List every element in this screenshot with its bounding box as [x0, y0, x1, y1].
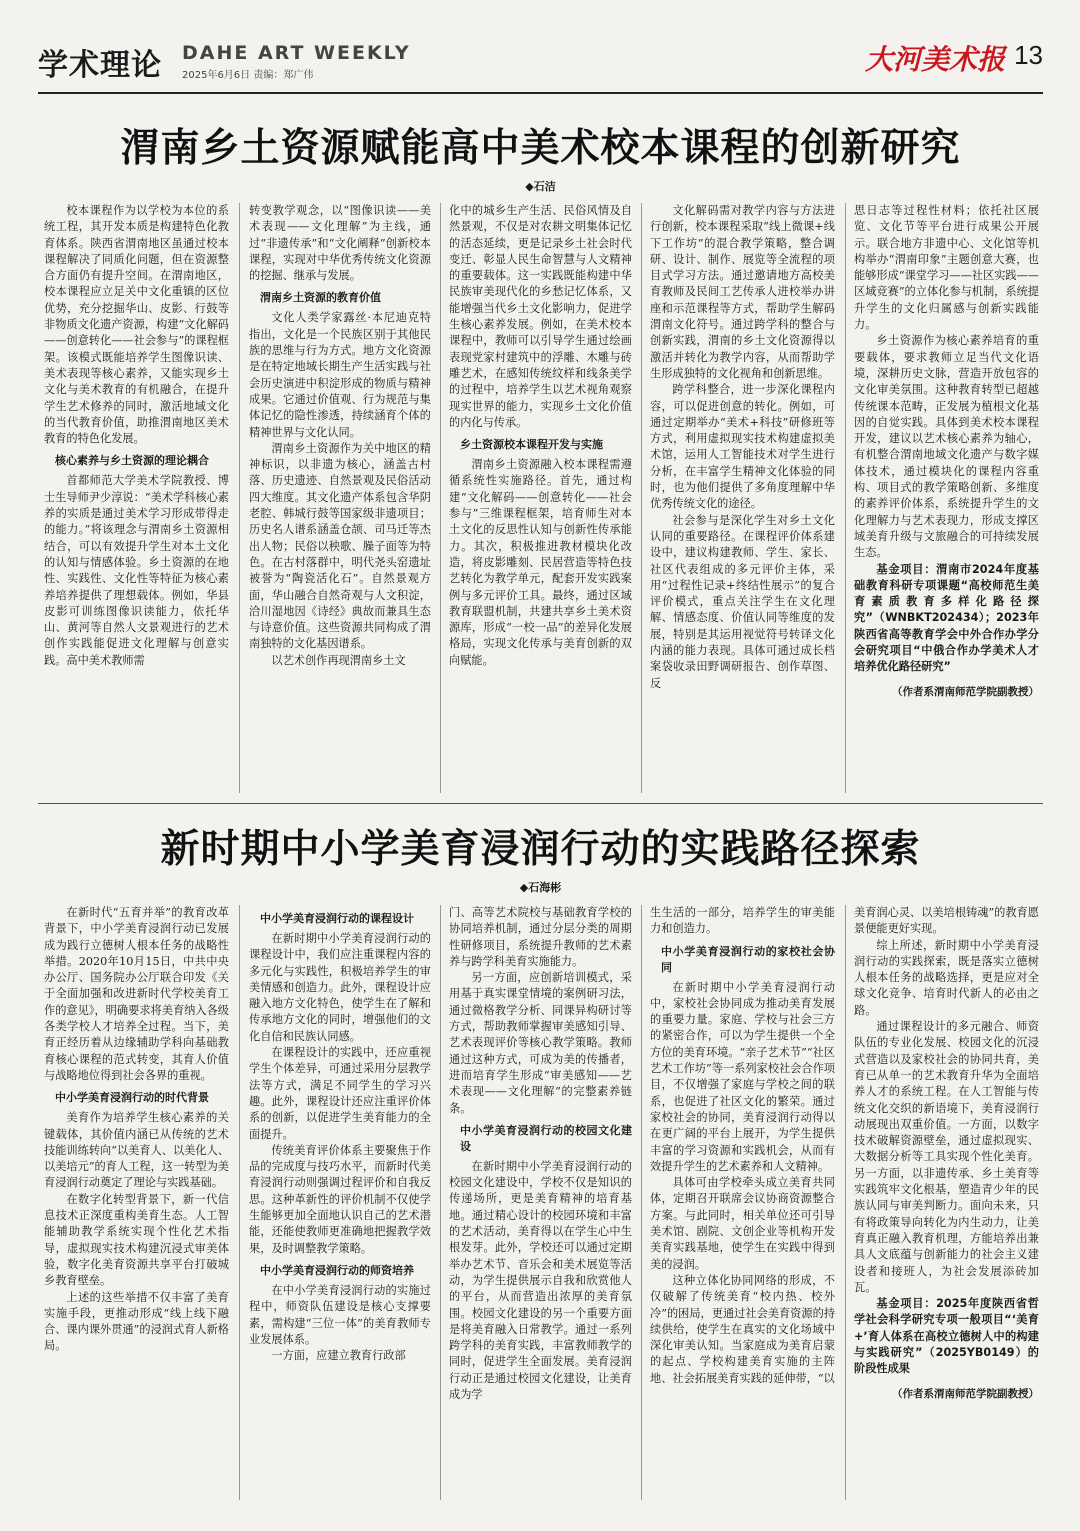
paragraph: 综上所述，新时期中小学美育浸润行动的实践探索，既是落实立德树人根本任务的战略选择，更是应对全球文化竞争、培育时代新人的必由之路。: [854, 938, 1039, 1017]
fund-note: 基金项目：渭南市2024年度基础教育科研专项课题“高校师范生美育素质教育多样化路径探究”（WNBKT202434）；2023年陕西省高等教育学会中外合作办学分会研究项目“中俄合作办学美术人才培养优化路径研究”: [854, 562, 1039, 674]
paragraph: 在课程设计的实践中，还应重视学生个体差异，可通过采用分层教学法等方式，满足不同学生的学习兴趣。此外，课程设计还应注重评价体系的创新，以促进学生美育能力的全面提升。: [249, 1046, 431, 1141]
column-divider: [440, 905, 441, 1500]
paragraph: 文化人类学家露丝·本尼迪克特指出，文化是一个民族区别于其他民族的思维与行为方式。地方文化资源是在特定地域长期生产生活实践与社会历史演进中积淀形成的物质与精神成果。它通过价值观、行为规范与集体记忆的隐性渗透，持续涵育个体的精神世界与文化认同。: [249, 311, 431, 439]
author-note: （作者系渭南师范学院副教授）: [892, 1387, 1039, 1400]
article1-col1: [44, 203, 229, 798]
article-separator: [38, 803, 1043, 804]
article2-col5: [854, 905, 1039, 1505]
paragraph: 渭南乡土资源融入校本课程需遵循系统性实施路径。首先，通过构建“文化解码——创意转化——社会参与”三维课程框架，培育师生对本土文化的反思性认知与创新性传承能力。其次，积极推进教材模块化改造，将皮影雕刻、民居营造等特色技艺转化为教学单元，配套开发实践案例与多元评价工具。最终，通过区域教育联盟机制，共建共享乡土美术资源库，形成“一校一品”的差异化发展格局，实现文化传承与美育创新的双向赋能。: [449, 458, 632, 667]
article1-col3: [449, 203, 632, 798]
paragraph: 这种立体化协同网络的形成，不仅破解了传统美育“校内热、校外冷”的困局，更通过社会美育资源的持续供给，使学生在真实的文化场域中深化审美认知。当家庭成为美育启蒙的起点、学校构建美育实施的主阵地、社会拓展美育实践的延伸带，“以: [650, 1273, 835, 1385]
column-divider: [239, 905, 240, 1500]
article1-byline: ◆石洁: [525, 180, 556, 193]
subheading: 中小学美育浸润行动的师资培养: [260, 1263, 414, 1277]
article1-title: 渭南乡土资源赋能高中美术校本课程的创新研究: [120, 126, 961, 171]
paragraph: 校本课程作为以学校为本位的系统工程，其开发本质是构建特色化教育体系。陕西省渭南地区虽通过校本课程解决了同质化问题，但在资源整合方面仍有提升空间。在渭南地区，校本课程应立足关中文化重镇的区位优势，充分挖掘华山、皮影、行鼓等非物质文化遗产资源，构建“文化解码——创意转化——社会参与”的课程框架。该模式既能培养学生图像识读、美术表现等核心素养，又能实现乡土文化与美术教育的有机融合，在提升学生艺术修养的同时，激活地域文化的当代教育价值，助推渭南地区美术教育的特色化发展。: [44, 204, 229, 446]
masthead: [38, 38, 1043, 88]
paragraph: 思日志等过程性材料；依托社区展览、文化节等平台进行成果公开展示。联合地方非遗中心、文化馆等机构举办“渭南印象”主题创意大赛，也能够形成“课堂学习——社区实践——区域竞赛”的立体化参与机制，系统提升学生的文化归属感与创新实践能力。: [854, 204, 1039, 332]
paragraph: 传统美育评价体系主要聚焦于作品的完成度与技巧水平，而新时代美育浸润行动则强调过程评价和自我反思。这种革新性的评价机制不仅使学生能够更加全面地认识自己的艺术潜能，还能使教师更准确地把握教学效果，及时调整教学策略。: [249, 1143, 431, 1255]
paragraph: 具体可由学校牵头成立美育共同体，定期召开联席会议协商资源整合方案。与此同时，相关单位还可引导美术馆、剧院、文创企业等机构开发美育实践基地，使学生在实践中得到美的浸润。: [650, 1176, 835, 1271]
article1-col2: [249, 203, 431, 798]
date-editor: 2025年6月6日 责编：郑广伟: [182, 70, 314, 81]
paragraph: 以艺术创作再现渭南乡土文: [271, 653, 406, 667]
paragraph: 在中小学美育浸润行动的实施过程中，师资队伍建设是核心支撑要素，需构建“三位一体”的美育教师专业发展体系。: [249, 1283, 431, 1346]
subheading: 中小学美育浸润行动的家校社会协同: [661, 944, 835, 974]
column-divider: [845, 905, 846, 1500]
article1-col4: [650, 203, 835, 798]
paragraph: 化中的城乡生产生活、民俗风情及自然景观，不仅是对农耕文明集体记忆的活态延续，更是记录乡土社会时代变迁、彰显人民生命智慧与人文精神的重要载体。这一实践既能构建中华民族审美现代化的乡愁记忆体系，又能增强当代乡土文化影响力，促进学生核心素养发展。例如，在美术校本课程中，教师可以引导学生通过绘画表现党家村建筑中的浮雕、木雕与砖雕艺术，在感知传统纹样和线条美学的过程中，培养学生以艺术视角观察现实世界的能力，实现乡土文化价值的内化与传承。: [449, 204, 632, 429]
paragraph: 文化解码需对教学内容与方法进行创新，校本课程采取“线上微课+线下工作坊”的混合教学策略，整合调研、设计、制作、展览等全流程的项目式学习方法。通过邀请地方高校美育教师及民间工艺传承人进校举办讲座和示范课程等方式，帮助学生解码渭南文化符号。通过跨学科的整合与创新实践，渭南的乡土文化资源得以激活并转化为教学内容，从而帮助学生形成独特的文化视角和创新思维。: [650, 204, 835, 380]
subheading: 中小学美育浸润行动的课程设计: [260, 912, 414, 925]
column-divider: [845, 203, 846, 793]
article2-col3: [449, 905, 632, 1505]
paragraph: 社会参与是深化学生对乡土文化认同的重要路径。在课程评价体系建设中，建议构建教师、学生、家长、社区代表组成的多元评价主体，采用“过程性记录+终结性展示”的复合评价模式，重点关注学生在文化理解、情感态度、价值认同等维度的发展，特别是其运用视觉符号转译文化内涵的能力表现。具体可通过成长档案袋收录田野调研报告、创作草图、反: [650, 513, 835, 690]
paragraph: 在新时期中小学美育浸润行动中，家校社会协同成为推动美育发展的重要力量。家庭、学校与社会三方的紧密合作，可以为学生提供一个全方位的美育环境。“亲子艺术节”“社区艺术工作坊”等一系列家校社会合作项目，不仅增强了家庭与学校之间的联系，也促进了社区文化的繁荣。通过家校社会的协同，美育浸润行动得以在更广阔的平台上展开，为学生提供丰富的学习资源和实践机会，从而有效提升学生的艺术素养和人文精神。: [650, 980, 835, 1173]
paragraph: 门、高等艺术院校与基础教育学校的协同培养机制，通过分层分类的周期性研修项目，系统提升教师的艺术素养与跨学科美育实施能力。: [449, 906, 632, 968]
paragraph: 上述的这些举措不仅丰富了美育实施手段，更推动形成“线上线下融合、课内课外贯通”的浸润式育人新格局。: [44, 1290, 229, 1353]
article2-col1: [44, 905, 229, 1505]
section-title: 学术理论: [38, 48, 162, 83]
page-number: 13: [1014, 40, 1043, 70]
column-divider: [641, 905, 642, 1500]
paragraph: 通过课程设计的多元融合、师资队伍的专业化发展、校园文化的沉浸式营造以及家校社会的协同共育，美育已从单一的艺术教育升华为全面培养人才的系统工程。在人工智能与传统文化交织的新语境下，美育浸润行动展现出双重价值。一方面，以数字技术破解资源壁垒，通过虚拟现实、大数据分析等工具实现个性化美育。另一方面，以非遗传承、乡土美育等实践筑牢文化根基，塑造青少年的民族认同与审美判断力。面向未来，只有将政策导向转化为内生动力，让美育真正融入教育机理，方能培养出兼具人文底蕴与创新能力的社会主义建设者和接班人，为社会发展添砖加瓦。: [854, 1020, 1039, 1294]
author-note: （作者系渭南师范学院副教授）: [892, 685, 1039, 698]
subheading: 核心素养与乡土资源的理论耦合: [55, 454, 209, 468]
subheading: 乡土资源校本课程开发与实施: [460, 438, 603, 452]
subheading: 中小学美育浸润行动的时代背景: [55, 1091, 209, 1105]
subheading: 中小学美育浸润行动的校园文化建设: [460, 1123, 632, 1153]
paragraph: 乡土资源作为核心素养培育的重要载体，要求教师立足当代文化语境，深耕历史文脉，营造开放包容的文化审美氛围。这种教育转型已超越传统课本范畴，正发展为植根文化基因的自觉实践。具体到美术校本课程开发，建议以艺术核心素养为轴心，有机整合渭南地域文化遗产与数字媒体技术，通过模块化的课程内容重构、项目式的教学策略创新、多维度的素养评价体系，系统提升学生的文化理解力与艺术表现力，形成支撑区域美育升级与文旅融合的可持续发展生态。: [854, 334, 1039, 560]
paragraph: 转变教学观念，以“图像识读——美术表现——文化理解”为主线，通过“非遗传承”和“文化阐释”创新校本课程，实现对中华优秀传统文化资源的挖掘、继承与发展。: [249, 204, 431, 283]
article2-col4: [650, 905, 835, 1505]
article2-col2: [249, 905, 431, 1505]
paragraph: 首都师范大学美术学院教授、博士生导师尹少淳说：“美术学科核心素养的实质是通过美术学习形成带得走的能力。”将该理念与渭南乡土资源相结合，可以有效提升学生对本土文化的认知与情感体验。乡土资源的在地性、实践性、文化性等特征为核心素养培养提供了理想载体。例如，华县皮影可训练图像识读能力，依托华山、黄河等自然人文景观进行的艺术创作实践能促进文化理解与创意实践。高中美术教师需: [44, 474, 229, 667]
paragraph: 跨学科整合，进一步深化课程内容，可以促进创意的转化。例如，可通过定期举办“美术+科技”研修班等方式，利用虚拟现实技术构建虚拟美术馆，运用人工智能技术对学生进行分析，在丰富学生精神文化体验的同时，也为他们提供了多角度理解中华优秀传统文化的途径。: [650, 383, 835, 511]
paragraph: 美育润心灵、以美培根铸魂”的教育愿景便能更好实现。: [854, 906, 1039, 936]
article2-byline: ◆石海彬: [519, 881, 562, 894]
paragraph: 美育作为培养学生核心素养的关键载体，其价值内涵已从传统的艺术技能训练转向“以美育人、以美化人、以美培元”的育人工程，这一转型为美育浸润行动奠定了理论与实践基础。: [44, 1111, 229, 1190]
header-rule: [38, 92, 1043, 94]
subheading: 渭南乡土资源的教育价值: [260, 291, 381, 305]
article1-col5: [854, 203, 1039, 798]
fund-note: 基金项目：2025年度陕西省哲学社会科学研究专项一般项目“‘美育+’育人体系在高校立德树人中的构建与实践研究”（2025YB0149）的阶段性成果: [854, 1297, 1039, 1376]
column-divider: [239, 203, 240, 793]
paragraph: 一方面，应建立教育行政部: [271, 1349, 406, 1363]
paragraph: 在新时期中小学美育浸润行动的校园文化建设中，学校不仅是知识的传递场所，更是美育精神的培育基地。通过精心设计的校园环境和丰富的艺术活动，美育得以在学生心中生根发芽。此外，学校还可以通过定期举办艺术节、音乐会和美术展览等活动，为学生提供展示自我和欣赏他人的平台，从而营造出浓厚的美育氛围。校园文化建设的另一个重要方面是将美育融入日常教学。通过一系列跨学科的美育实践，丰富教师教学的同时，促进学生全面发展。美育浸润行动正是通过校园文化建设，让美育成为学: [449, 1159, 632, 1402]
column-divider: [641, 203, 642, 793]
paragraph: 在新时期中小学美育浸润行动的课程设计中，我们应注重课程内容的多元化与实践性，积极培养学生的审美情感和创造力。此外，课程设计应融入地方文化特色，使学生在了解和传承地方文化的同时，增强他们的文化自信和民族认同感。: [249, 932, 431, 1043]
paragraph: 生生活的一部分，培养学生的审美能力和创造力。: [650, 906, 835, 936]
paper-english-name: DAHE ART WEEKLY: [182, 42, 411, 64]
brand-logo: 大河美术报: [864, 43, 1005, 76]
paragraph: 在新时代“五育并举”的教育改革背景下，中小学美育浸润行动已发展成为践行立德树人根本任务的战略性举措。2020年10月15日，中共中央办公厅、国务院办公厅联合印发《关于全面加强和改进新时代学校美育工作的意见》，明确要求将美育纳入各级各类学校人才培养全过程。当下，美育正经历着从边缘辅助学科向基础教育核心课程的范式转变，其育人价值与战略地位得到社会各界的重视。: [44, 906, 229, 1082]
column-divider: [440, 203, 441, 793]
paragraph: 在数字化转型背景下，新一代信息技术正深度重构美育生态。人工智能辅助教学系统实现个性化艺术指导，虚拟现实技术构建沉浸式审美体验，数字化美育资源共享平台打破城乡教育壁垒。: [44, 1192, 229, 1288]
paragraph: 渭南乡土资源作为关中地区的精神标识，以非遗为核心，涵盖古村落、历史遗迹、自然景观及民俗活动四大维度。其文化遗产体系包含华阴老腔、韩城行鼓等国家级非遗项目；历史名人谱系涵盖仓颉、司马迁等杰出人物；民俗以秧歌、臊子面等为特色。在古村落群中，明代尧头窑遗址被誉为“陶瓷活化石”。自然景观方面，华山融合自然奇观与人文积淀，洽川湿地因《诗经》典故而兼具生态与诗意价值。这些资源共同构成了渭南独特的文化基因谱系。: [249, 441, 431, 651]
article2-title: 新时期中小学美育浸润行动的实践路径探索: [160, 827, 921, 872]
paragraph: 另一方面，应创新培训模式，采用基于真实课堂情境的案例研习法，通过微格教学分析、同课异构研讨等方式，帮助教师掌握审美感知引导、艺术表现评价等核心教学策略。教师通过这种方式，可成为美的传播者，进而培育学生形成“审美感知——艺术表现——文化理解”的完整素养链条。: [449, 971, 632, 1115]
